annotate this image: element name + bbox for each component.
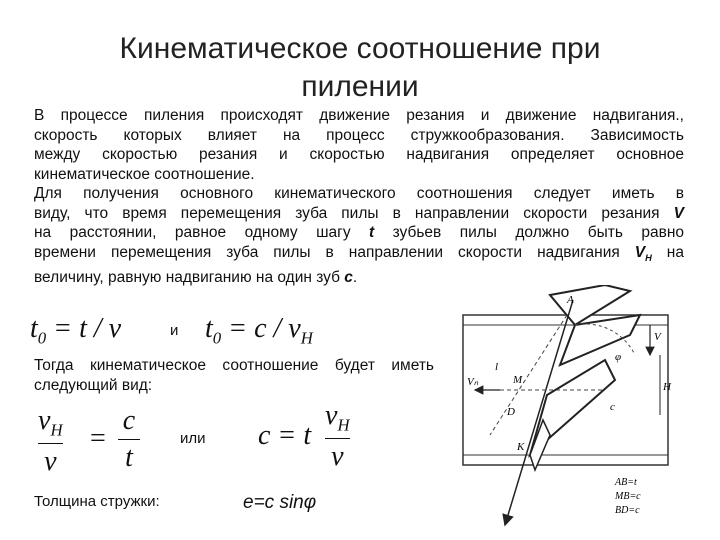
saw-tooth-lower: [530, 420, 550, 470]
legend-mb: MB=c: [615, 491, 641, 502]
label-Vn: Vₙ: [467, 376, 479, 388]
fraction-c-over-t: [118, 405, 140, 474]
then-text: Тогда кинематическое соотношение будет иметь следующий вид:: [34, 357, 434, 394]
fraction-vh-over-v: [38, 405, 63, 478]
formula-part: t: [205, 313, 213, 344]
formula-part: = c / v: [221, 313, 301, 344]
text-span: .: [352, 269, 358, 287]
label-l: l: [495, 361, 499, 373]
label-D: D: [507, 406, 515, 418]
denominator: v: [331, 440, 344, 472]
label-H: H: [663, 381, 671, 393]
num-sub: H: [337, 415, 350, 435]
legend-bd: BD=c: [615, 505, 640, 516]
numerator: c: [122, 405, 136, 436]
text-span: на расстоянии, равное одному шагу: [34, 224, 370, 241]
equals-sign: =: [90, 423, 106, 454]
formula-t0-c-over-vh: [205, 313, 313, 349]
intro-line: В процессе пиления происходят движение резания и движение надвигания.,: [34, 107, 684, 124]
and-word: и: [170, 322, 179, 339]
denominator: v: [44, 445, 57, 477]
symbol-VH-main: V: [634, 243, 646, 261]
label-K: K: [517, 441, 525, 453]
c-equals-t: c = t: [258, 420, 312, 451]
denominator: t: [125, 442, 133, 473]
symbol-VH: [635, 244, 652, 261]
label-c: c: [610, 401, 615, 413]
slide-title: [60, 30, 660, 106]
formula-sub: 0: [37, 328, 47, 348]
intro-line: [34, 243, 684, 269]
formula-part: t: [30, 313, 38, 344]
title-line-1: Кинематическое соотношение при: [119, 32, 601, 65]
label-A: A: [567, 294, 574, 306]
numerator: [325, 400, 350, 436]
label-V: V: [654, 331, 661, 343]
text-span: виду, что время перемещения зуба пилы в направлении скорости резания: [34, 204, 674, 222]
num-main: v: [325, 400, 338, 431]
thickness-label: Толщина стружки:: [34, 493, 160, 510]
intro-line: [34, 204, 684, 224]
num-sub: H: [50, 420, 63, 440]
thickness-formula: e=c sinφ: [243, 492, 317, 513]
label-M: M: [513, 374, 523, 386]
text-span: времени перемещения зуба пилы в направлении скорости надвигания: [34, 243, 635, 261]
text-span: зубьев пилы должно быть равно: [374, 224, 684, 241]
saw-kinematics-diagram: [455, 285, 705, 535]
intro-line: кинематическое соотношение.: [34, 165, 255, 183]
num-main: v: [38, 405, 51, 436]
symbol-V: V: [673, 204, 684, 222]
or-word: или: [180, 430, 206, 447]
fraction-bar: [325, 438, 350, 439]
intro-line: скорость которых влияет на процесс стружкообразования. Зависимость: [34, 126, 684, 144]
title-line-2: пилении: [301, 70, 419, 103]
symbol-c: c: [344, 269, 353, 287]
symbol-VH-sub: H: [645, 252, 652, 263]
formula-part: = t / v: [46, 313, 122, 344]
intro-line: [34, 223, 684, 243]
intro-text: [34, 106, 684, 288]
formula-sub: 0: [212, 328, 222, 348]
intro-line: между скоростью резания и скоростью надвигания определяет основное: [34, 146, 684, 163]
numerator: [38, 405, 63, 441]
formula-sub: H: [300, 328, 313, 348]
fraction-bar: [38, 443, 63, 444]
intro-line: Для получения основного кинематического соотношения следует иметь в: [34, 185, 684, 202]
text-span: величину, равную надвиганию на один зуб: [34, 269, 345, 287]
legend-ab: AB=t: [615, 477, 637, 488]
fraction-vh-over-v-right: [325, 400, 350, 473]
text-span: на: [651, 243, 684, 261]
label-phi: φ: [615, 351, 622, 363]
fraction-bar: [118, 439, 140, 440]
formula-t0-t-over-v: [30, 313, 121, 349]
symbol-t: t: [369, 224, 375, 241]
